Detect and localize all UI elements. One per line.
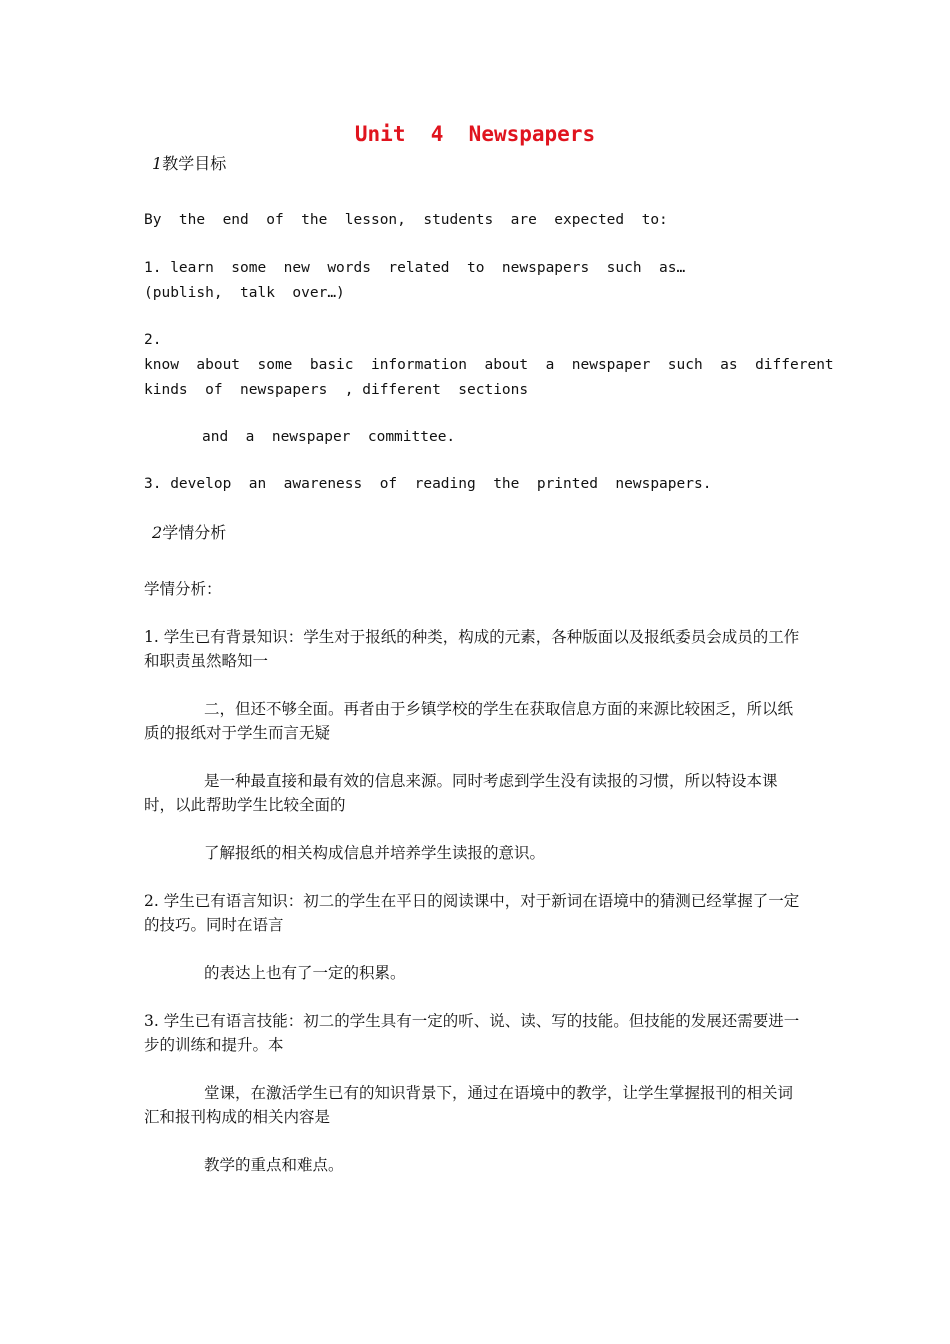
objective-2-line-3: and a newspaper committee. (202, 429, 456, 445)
analysis-paragraph: 是一种最直接和最有效的信息来源。同时考虑到学生没有读报的习惯，所以特设本课时，以此帮助学生比较全面的 (144, 772, 778, 814)
analysis-paragraph: 的表达上也有了一定的积累。 (204, 964, 406, 982)
analysis-paragraph: 堂课，在激活学生已有的知识背景下，通过在语境中的教学，让学生掌握报刊的相关词汇和报刊构成的相关内容是 (144, 1084, 794, 1126)
analysis-paragraph: 3. 学生已有语言技能：初二的学生具有一定的听、说、读、写的技能。但技能的发展还需要进一步的训练和提升。本 (144, 1012, 800, 1054)
section-heading-analysis (152, 520, 226, 543)
analysis-paragraph: 教学的重点和难点。 (204, 1156, 344, 1174)
section-title: 教学目标 (162, 154, 227, 173)
objective-2-line-1: know about some basic information about a newspaper such as different (144, 357, 834, 373)
analysis-paragraph: 2. 学生已有语言知识：初二的学生在平日的阅读课中，对于新词在语境中的猜测已经掌握了一定的技巧。同时在语言 (144, 892, 800, 934)
analysis-paragraph: 了解报纸的相关构成信息并培养学生读报的意识。 (204, 844, 546, 862)
objective-3: 3. develop an awareness of reading the printed newspapers. (144, 476, 712, 492)
analysis-paragraph: 二，但还不够全面。再者由于乡镇学校的学生在获取信息方面的来源比较困乏，所以纸质的报纸对于学生而言无疑 (144, 700, 794, 742)
section-heading-objectives (152, 151, 226, 174)
objective-1-line-1: 1. learn some new words related to newspapers such as… (144, 260, 686, 276)
section-title: 学情分析 (162, 523, 227, 542)
analysis-paragraph: 1. 学生已有背景知识：学生对于报纸的种类，构成的元素，各种版面以及报纸委员会成员的工作和职责虽然略知一 (144, 628, 800, 670)
objective-1-line-2: (publish, talk over…) (144, 285, 345, 301)
section-number: 2 (152, 523, 163, 542)
objective-2-line-2: kinds of newspapers , different sections (144, 382, 529, 398)
page-title: Unit 4 Newspapers (354, 122, 596, 146)
section-number: 1 (152, 154, 163, 173)
objectives-intro: By the end of the lesson, students are expected to: (144, 212, 668, 228)
analysis-label: 学情分析： (144, 580, 222, 598)
objective-2-number: 2. (144, 332, 162, 348)
